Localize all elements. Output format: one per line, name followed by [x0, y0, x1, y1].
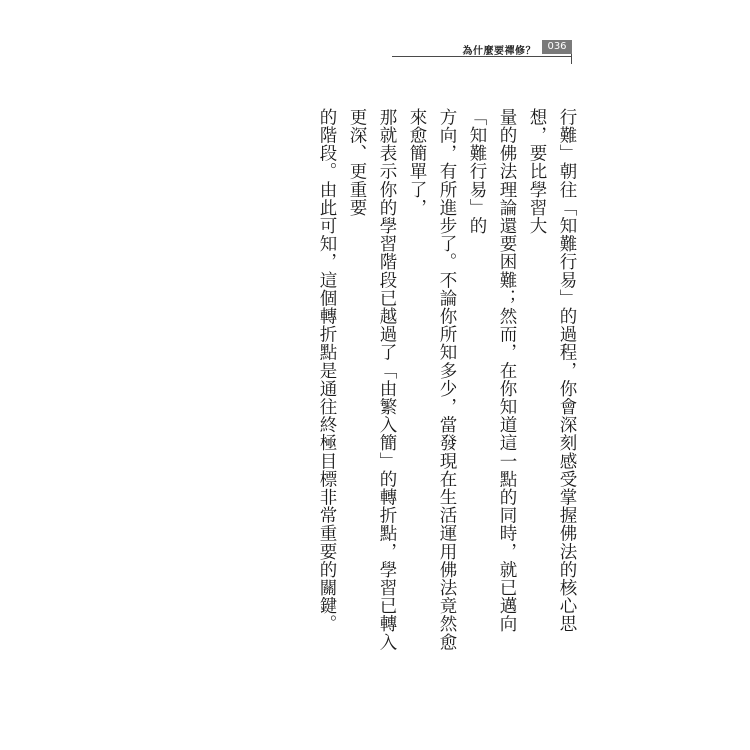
text-column: 方向，有所進步了。不論你所知多少，當發現在生活運用佛法竟然愈來愈簡單了，	[407, 108, 457, 651]
header-tick	[571, 54, 572, 64]
text-column: 量的佛法理論還要困難；然而，在你知道這一點的同時，就已邁向「知難行易」的	[467, 108, 517, 633]
body-text	[312, 108, 582, 668]
running-header	[392, 40, 572, 64]
running-header-title: 為什麼要禪修？	[462, 46, 536, 57]
text-column: 行難」朝往「知難行易」的過程，你會深刻感受掌握佛法的核心思想，要比學習大	[527, 108, 577, 633]
text-column: 的階段。由此可知，這個轉折點是通往終極目標非常重要的關鍵。	[317, 108, 337, 633]
text-column: 那就表示你的學習階段已越過了「由繁入簡」的轉折點，學習已轉入更深、更重要	[347, 108, 397, 651]
page-number: 036	[542, 40, 572, 54]
